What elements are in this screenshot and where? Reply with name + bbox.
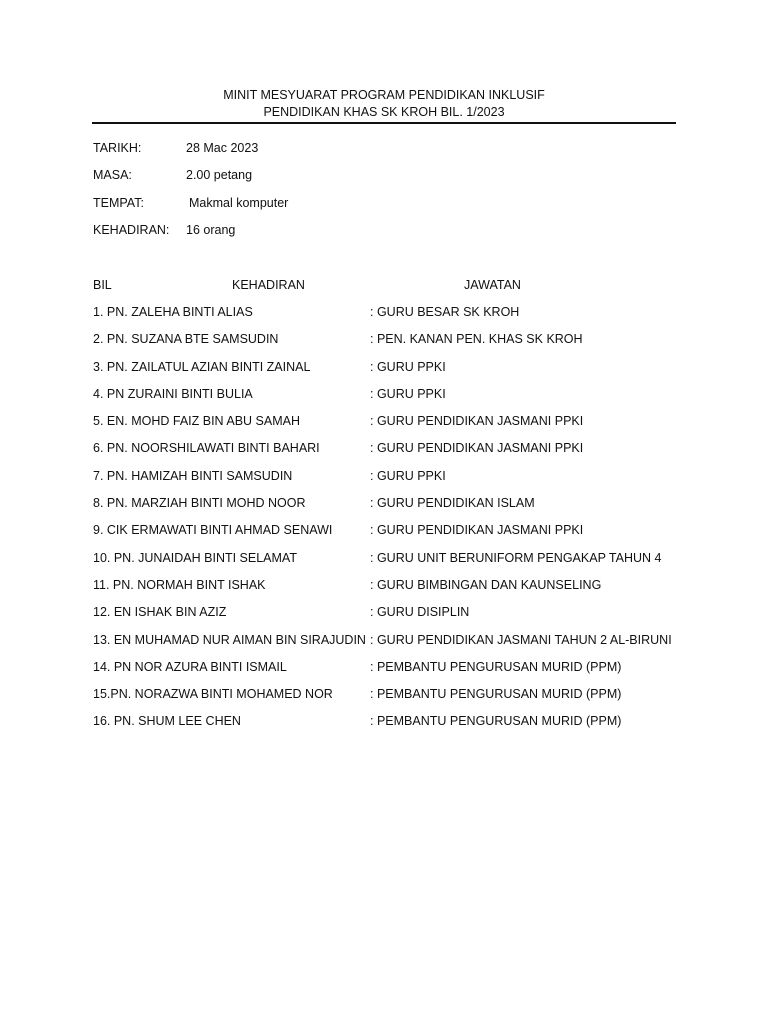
attendee-role: : GURU DISIPLIN (370, 605, 470, 620)
tarikh-value: 28 Mac 2023 (186, 141, 259, 155)
attendee-role: : GURU BESAR SK KROH (370, 305, 520, 319)
attendee-name: 3. PN. ZAILATUL AZIAN BINTI ZAINAL (93, 359, 311, 374)
document-title (0, 87, 768, 121)
attendee-name: 12. EN ISHAK BIN AZIZ (93, 605, 227, 620)
masa-label: MASA: (93, 168, 132, 183)
attendance-row (0, 440, 768, 467)
attendee-role: : GURU BIMBINGAN DAN KAUNSELING (370, 577, 602, 592)
attendee-name: 16. PN. SHUM LEE CHEN (93, 714, 241, 729)
title-line-1: MINIT MESYUARAT PROGRAM PENDIDIKAN INKLUSIF (223, 88, 545, 102)
attendee-role: : PEMBANTU PENGURUSAN MURID (PPM) (370, 687, 622, 702)
attendee-name: 8. PN. MARZIAH BINTI MOHD NOOR (93, 496, 306, 511)
attendee-role: : PEMBANTU PENGURUSAN MURID (PPM) (370, 659, 622, 674)
attendance-row (0, 304, 768, 331)
attendance-row (0, 331, 768, 358)
attendee-name: 10. PN. JUNAIDAH BINTI SELAMAT (93, 550, 297, 565)
attendance-row (0, 659, 768, 686)
attendance-header (0, 277, 768, 293)
attendance-row (0, 686, 768, 713)
attendee-role: : GURU PENDIDIKAN JASMANI PPKI (370, 523, 584, 538)
attendance-row (0, 577, 768, 604)
attendee-name: 4. PN ZURAINI BINTI BULIA (93, 386, 253, 401)
attendee-name: 11. PN. NORMAH BINT ISHAK (93, 577, 266, 592)
kehadiran-label: KEHADIRAN: (93, 222, 170, 237)
attendee-name: 13. EN MUHAMAD NUR AIMAN BIN SIRAJUDIN (93, 632, 366, 647)
tempat-label: TEMPAT: (93, 195, 144, 210)
attendee-role: : GURU UNIT BERUNIFORM PENGAKAP TAHUN 4 (370, 550, 662, 565)
attendee-role: : GURU PENDIDIKAN JASMANI TAHUN 2 AL-BIRUNI (370, 632, 672, 647)
tarikh-label: TARIKH: (93, 141, 142, 155)
title-divider (92, 122, 676, 124)
attendee-role: : PEN. KANAN PEN. KHAS SK KROH (370, 332, 583, 347)
attendee-role: : GURU PPKI (370, 386, 446, 401)
attendance-row (0, 413, 768, 440)
attendance-list (0, 304, 768, 741)
masa-value: 2.00 petang (186, 168, 253, 183)
attendance-row (0, 522, 768, 549)
header-jawatan: JAWATAN (464, 278, 521, 292)
attendance-row (0, 550, 768, 577)
attendee-name: 5. EN. MOHD FAIZ BIN ABU SAMAH (93, 414, 300, 429)
attendance-row (0, 359, 768, 386)
attendee-name: 7. PN. HAMIZAH BINTI SAMSUDIN (93, 468, 293, 483)
attendee-role: : GURU PENDIDIKAN ISLAM (370, 496, 535, 511)
attendance-row (0, 468, 768, 495)
kehadiran-value: 16 orang (186, 222, 236, 237)
attendee-name: 6. PN. NOORSHILAWATI BINTI BAHARI (93, 441, 320, 456)
attendee-role: : GURU PPKI (370, 359, 446, 374)
header-bil: BIL (93, 278, 112, 292)
attendee-role: : GURU PENDIDIKAN JASMANI PPKI (370, 414, 584, 429)
attendance-row (0, 713, 768, 740)
attendance-row (0, 604, 768, 631)
attendee-name: 1. PN. ZALEHA BINTI ALIAS (93, 305, 253, 319)
attendee-name: 9. CIK ERMAWATI BINTI AHMAD SENAWI (93, 523, 333, 538)
attendee-role: : GURU PPKI (370, 468, 446, 483)
attendee-name: 14. PN NOR AZURA BINTI ISMAIL (93, 659, 287, 674)
tempat-value: Makmal komputer (189, 195, 289, 210)
attendance-row (0, 495, 768, 522)
attendee-name: 15.PN. NORAZWA BINTI MOHAMED NOR (93, 687, 333, 702)
attendee-role: : GURU PENDIDIKAN JASMANI PPKI (370, 441, 584, 456)
header-kehadiran: KEHADIRAN (232, 278, 305, 292)
attendee-role: : PEMBANTU PENGURUSAN MURID (PPM) (370, 714, 622, 729)
attendance-row (0, 632, 768, 659)
attendee-name: 2. PN. SUZANA BTE SAMSUDIN (93, 332, 279, 347)
attendance-row (0, 386, 768, 413)
title-line-2: PENDIDIKAN KHAS SK KROH BIL. 1/2023 (263, 105, 505, 119)
